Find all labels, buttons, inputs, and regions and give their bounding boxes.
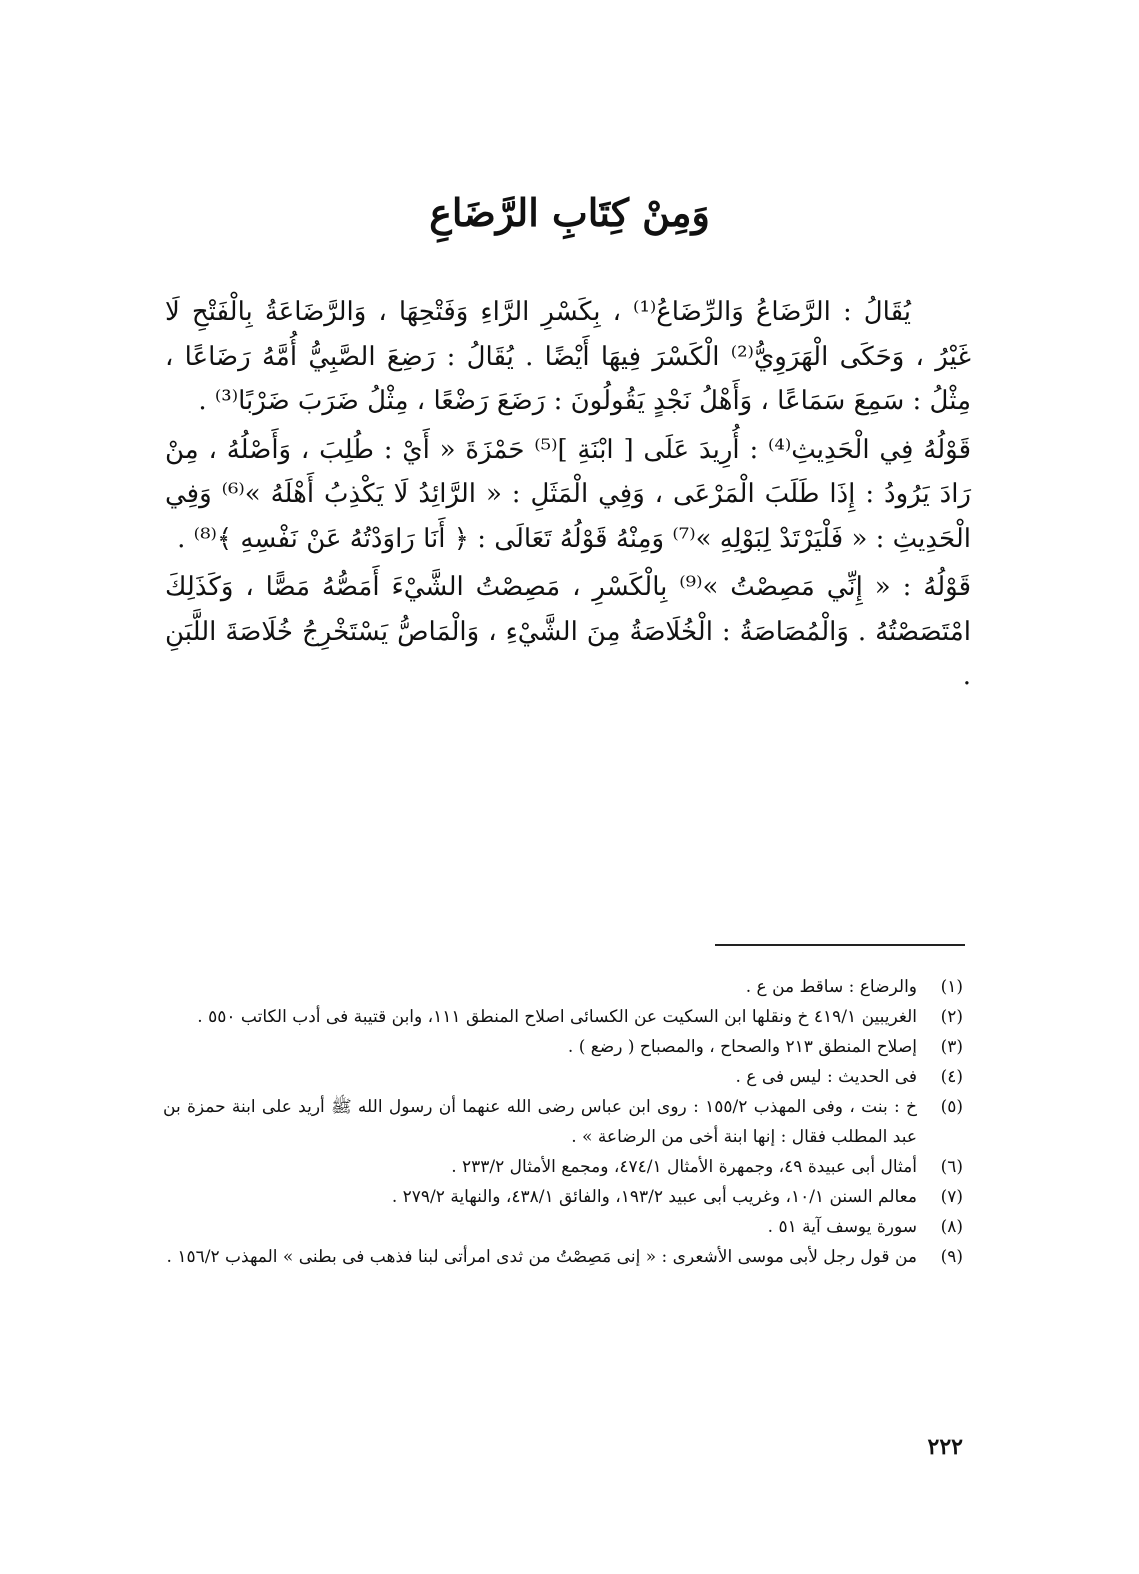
footnote-item (163, 1152, 963, 1182)
footnote-item (163, 1242, 963, 1272)
chapter-title: وَمِنْ كِتَابِ الرَّضَاعِ (429, 190, 710, 235)
footnote-item (163, 1212, 963, 1242)
footnote-text: والرضاع : ساقط من ع . (745, 977, 917, 997)
footnote-number: (٨) (940, 1217, 963, 1237)
footnote-text: فى الحديث : ليس فى ع . (735, 1067, 917, 1087)
footnote-text: من قول رجل لأبى موسى الأشعرى : « إنى مَصِصْتُ من ثدى امرأتى لبنا فذهب فى بطنى » المهذب ١٥٦/٢ . (166, 1247, 917, 1267)
footnote-text: سورة يوسف آية ٥١ . (767, 1217, 917, 1237)
paragraph-2: قَوْلُهُ فِي الْحَدِيثِ⁽⁴⁾ : أُرِيدَ عَلَى [ ابْنَةِ ]⁽⁵⁾ حَمْزَةَ « أَيْ : طُلِبَ ، وَأَصْلُهُ ، مِنْ رَادَ يَرُودُ : إِذَا طَلَبَ الْمَرْعَى ، وَفِي الْمَثَلِ : « الرَّائِدُ لَا يَكْذِبُ أَهْلَهُ »⁽⁶⁾ وَفِي الْحَدِيثِ : « فَلْيَرْتَدْ لِبَوْلِهِ »⁽⁷⁾ وَمِنْهُ قَوْلُهُ تَعَالَى : ﴿ أَنَا رَاوَدْتُهُ عَنْ نَفْسِهِ ﴾⁽⁸⁾ . (165, 434, 971, 554)
footnote-item (163, 1092, 963, 1152)
footnote-text: خ : بنت ، وفى المهذب ١٥٥/٢ : روى ابن عباس رضى الله عنهما أن رسول الله ﷺ أريد على ابنة حمزة بن عبد المطلب فقال : إنها ابنة أخى من الرضاعة » . (163, 1097, 918, 1147)
footnote-text: الغريبين ٤١٩/١ خ ونقلها ابن السكيت عن الكسائى اصلاح المنطق ١١١، وابن قتيبة فى أدب الكاتب ٥٥٠ . (197, 1007, 917, 1027)
footnote-item (163, 1182, 963, 1212)
page-number: ٢٢٢ (927, 1434, 963, 1460)
footnote-number: (٤) (940, 1067, 963, 1087)
footnote-text: إصلاح المنطق ٢١٣ والصحاح ، والمصباح ( رضع ) . (567, 1037, 917, 1057)
footnote-number: (٣) (940, 1037, 963, 1057)
footnote-item (163, 1062, 963, 1092)
footnote-separator (715, 944, 965, 946)
footnote-number: (٥) (940, 1097, 963, 1117)
footnotes-list (163, 972, 963, 1272)
footnote-text: أمثال أبى عبيدة ٤٩، وجمهرة الأمثال ٤٧٤/١، ومجمع الأمثال ٢٣٣/٢ . (451, 1157, 917, 1177)
main-text (165, 290, 971, 699)
footnote-item (163, 1032, 963, 1062)
footnote-item (163, 972, 963, 1002)
footnote-number: (٢) (940, 1007, 963, 1027)
footnote-item (163, 1002, 963, 1032)
footnote-number: (٩) (940, 1247, 963, 1267)
footnote-text: معالم السنن ١٠/١، وغريب أبى عبيد ١٩٣/٢، والفائق ٤٣٨/١، والنهاية ٢٧٩/٢ . (391, 1187, 917, 1207)
paragraph-3: قَوْلُهُ : « إِنِّي مَصِصْتُ »⁽⁹⁾ بِالْكَسْرِ ، مَصِصْتُ الشَّيْءَ أَمَصُّهُ مَصًّا ، وَكَذَلِكَ امْتَصَصْتُهُ . وَالْمُصَاصَةُ : الْخُلَاصَةُ مِنَ الشَّيْءِ ، وَالْمَاصُّ يَسْتَخْرِجُ خُلَاصَةَ اللَّبَنِ . (165, 572, 972, 691)
paragraph-1: يُقَالُ : الرَّضَاعُ وَالرِّضَاعُ⁽¹⁾ ، بِكَسْرِ الرَّاءِ وَفَتْحِهَا ، وَالرَّضَاعَةُ بِالْفَتْحِ لَا غَيْرُ ، وَحَكَى الْهَرَوِيُّ⁽²⁾ الْكَسْرَ فِيهَا أَيْضًا . يُقَالُ : رَضِعَ الصَّبِيُّ أُمَّهُ رَضَاعًا ، مِثْلُ : سَمِعَ سَمَاعًا ، وَأَهْلُ نَجْدٍ يَقُولُونَ : رَضَعَ رَضْعًا ، مِثْلُ ضَرَبَ ضَرْبًا⁽³⁾ . (165, 297, 971, 416)
footnote-number: (٧) (940, 1187, 963, 1207)
footnote-number: (٦) (940, 1157, 963, 1177)
footnote-number: (١) (940, 977, 963, 997)
